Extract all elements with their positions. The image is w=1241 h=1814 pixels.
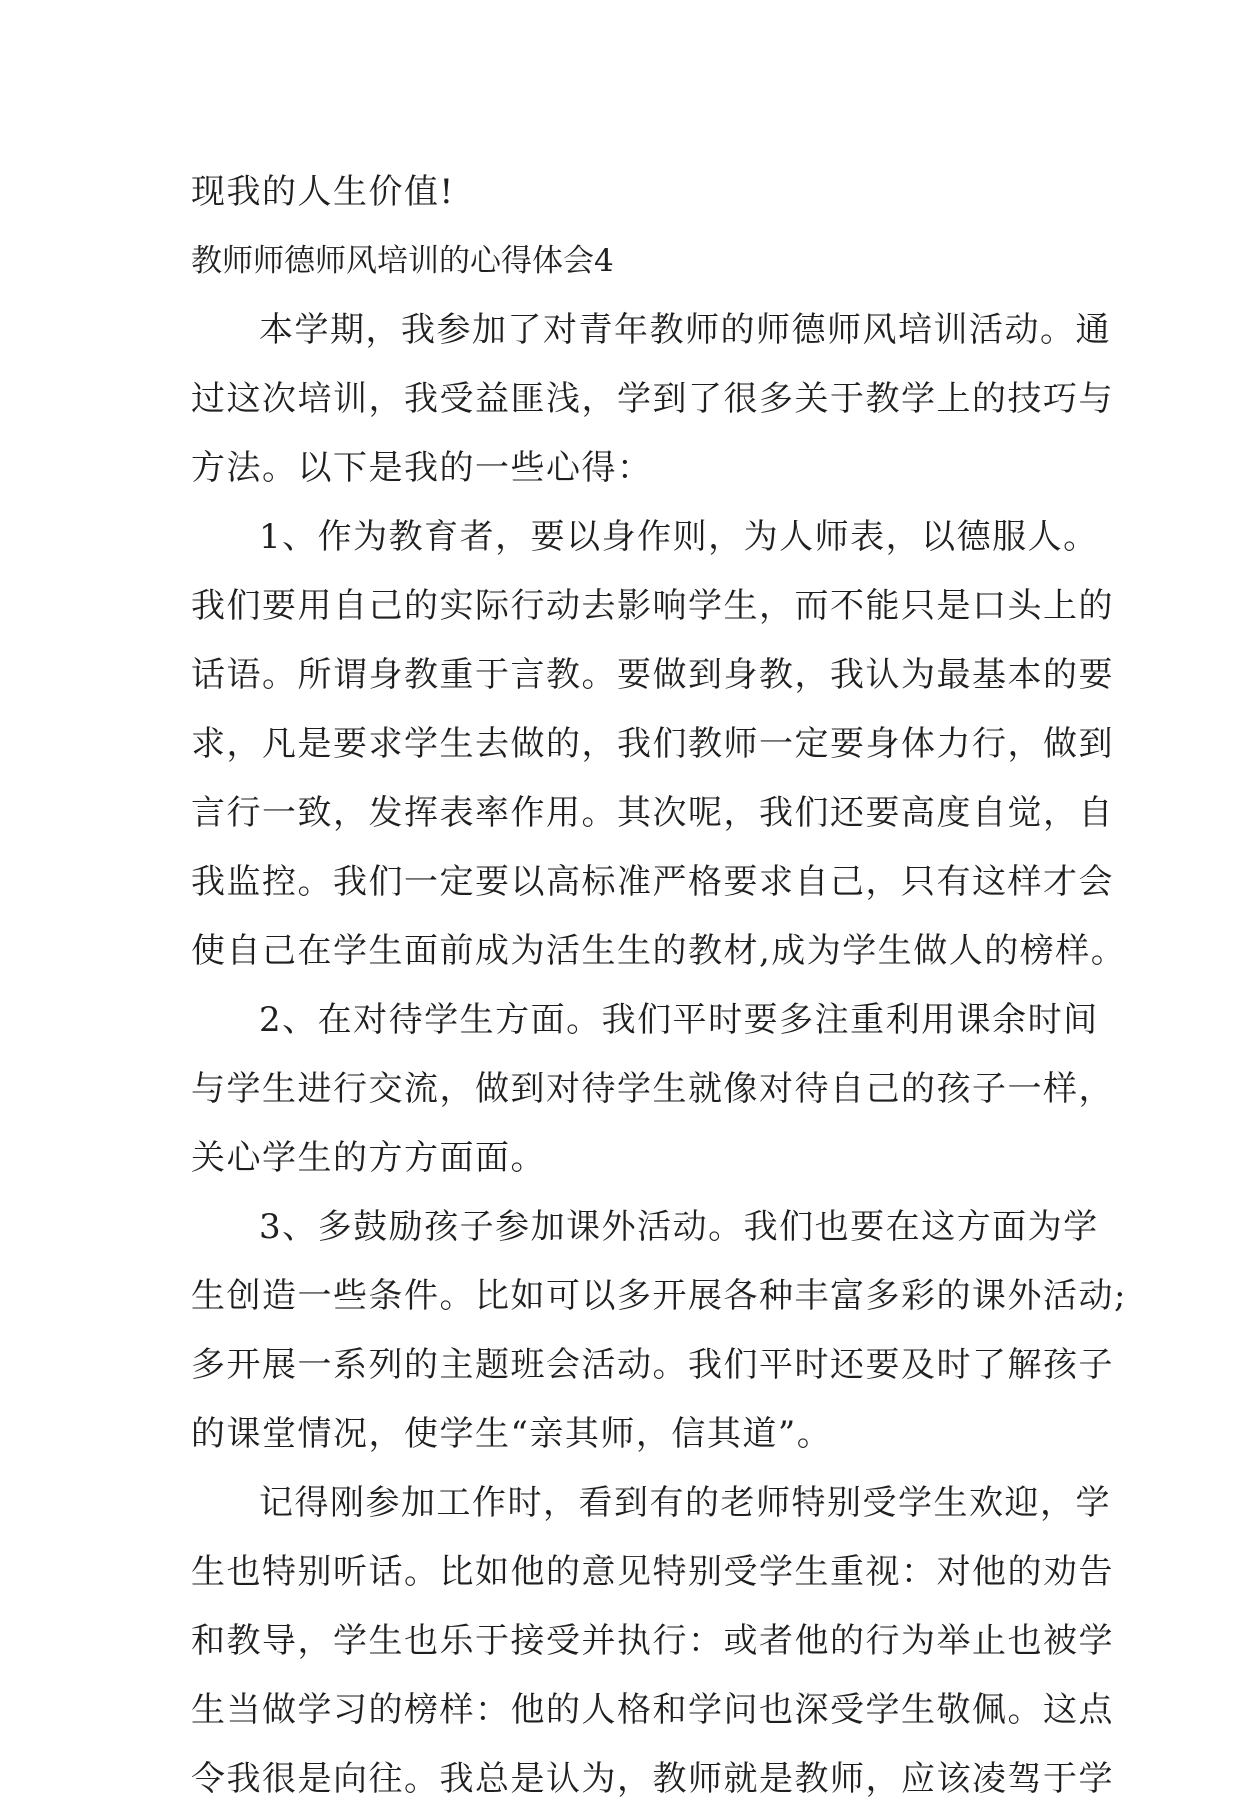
paragraph-first-line: 2、在对待学生方面。我们平时要多注重利用课余时间 (259, 1000, 1099, 1040)
text-line: 我们要用自己的实际行动去影响学生，而不能只是口头上的 (191, 586, 1114, 626)
text-line: 求，凡是要求学生去做的，我们教师一定要身体力行，做到 (191, 724, 1114, 764)
text-line: 我监控。我们一定要以高标准严格要求自己，只有这样才会 (191, 862, 1114, 902)
text-line: 与学生进行交流，做到对待学生就像对待自己的孩子一样， (191, 1069, 1114, 1109)
text-line: 生创造一些条件。比如可以多开展各种丰富多彩的课外活动; (191, 1276, 1127, 1316)
text-line: 生当做学习的榜样：他的人格和学问也深受学生敬佩。这点 (191, 1690, 1114, 1730)
text-line: 生也特别听话。比如他的意见特别受学生重视：对他的劝告 (191, 1552, 1114, 1592)
text-line: 过这次培训，我受益匪浅，学到了很多关于教学上的技巧与 (191, 379, 1114, 419)
paragraph-first-line: 记得刚参加工作时，看到有的老师特别受学生欢迎，学 (259, 1483, 1111, 1523)
text-line: 使自己在学生面前成为活生生的教材,成为学生做人的榜样。 (191, 931, 1127, 971)
paragraph-first-line: 1、作为教育者，要以身作则，为人师表，以德服人。 (259, 517, 1099, 557)
text-line: 话语。所谓身教重于言教。要做到身教，我认为最基本的要 (191, 655, 1114, 695)
text-line: 方法。以下是我的一些心得： (191, 448, 653, 488)
paragraph-first-line: 本学期，我参加了对青年教师的师德师风培训活动。通 (259, 310, 1111, 350)
text-line: 的课堂情况，使学生“亲其师，信其道”。 (191, 1414, 833, 1454)
text-line: 和教导，学生也乐于接受并执行：或者他的行为举止也被学 (191, 1621, 1114, 1661)
text-line: 令我很是向往。我总是认为，教师就是教师，应该凌驾于学 (191, 1759, 1114, 1799)
text-line: 现我的人生价值! (191, 172, 455, 212)
text-line: 言行一致，发挥表率作用。其次呢，我们还要高度自觉，自 (191, 793, 1114, 833)
text-line: 关心学生的方方面面。 (191, 1138, 546, 1178)
paragraph-first-line: 3、多鼓励孩子参加课外活动。我们也要在这方面为学 (259, 1207, 1099, 1247)
document-body (191, 158, 1127, 1814)
section-heading: 教师师德师风培训的心得体会4 (191, 243, 614, 279)
text-line: 多开展一系列的主题班会活动。我们平时还要及时了解孩子 (191, 1345, 1114, 1385)
